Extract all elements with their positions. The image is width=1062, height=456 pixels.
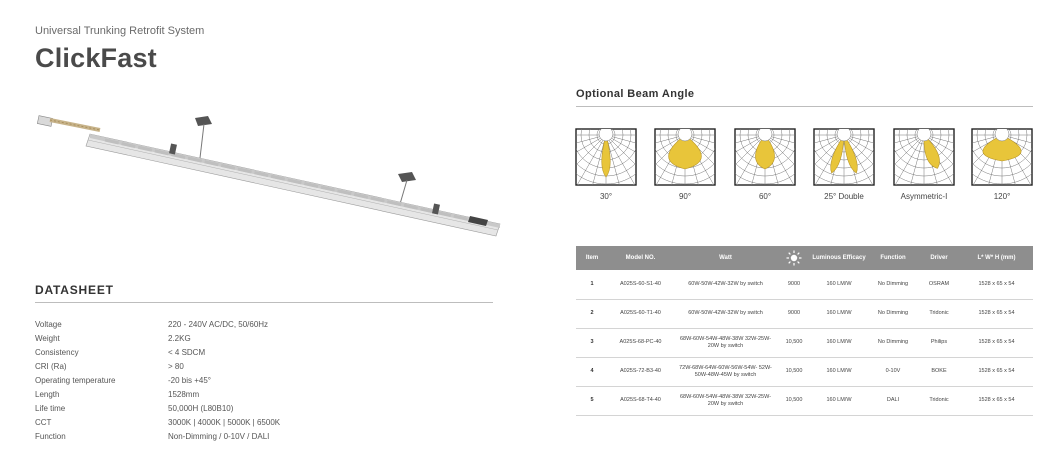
col-header-dims: L* W* H (mm)	[960, 246, 1033, 270]
beam-label: 30°	[599, 192, 613, 201]
datasheet-row-voltage	[35, 317, 475, 331]
datasheet-value: -20 bis +45°	[168, 375, 212, 385]
beam-90-diagram-icon	[654, 128, 716, 186]
datasheet-value: 3000K | 4000K | 5000K | 6500K	[168, 417, 281, 427]
table-row	[576, 328, 1033, 357]
cell-watt: 68W-60W-54W-48W-38W 32W-25W-20W by switch	[673, 386, 778, 415]
cell-model: A025S-68-PC-40	[608, 328, 673, 357]
datasheet-value: 220 - 240V AC/DC, 50/60Hz	[168, 319, 269, 329]
beam-120-diagram-icon	[971, 128, 1033, 186]
cell-lumen: 9000	[778, 270, 810, 299]
beam-option-25-double	[812, 128, 876, 201]
cell-item: 5	[576, 386, 608, 415]
cell-item: 4	[576, 357, 608, 386]
datasheet-value: 1528mm	[168, 389, 200, 399]
col-header-model: Model NO.	[608, 246, 673, 270]
cell-efficacy: 160 LM/W	[810, 386, 868, 415]
datasheet-row-length	[35, 387, 475, 401]
cell-function: No Dimming	[868, 328, 918, 357]
cell-model: A025S-72-B3-40	[608, 357, 673, 386]
beam-label: 25° Double	[824, 192, 864, 201]
beam-30-diagram-icon	[575, 128, 637, 186]
beam-asymmetric-diagram-icon	[893, 128, 955, 186]
datasheet-divider	[35, 302, 493, 303]
cell-efficacy: 160 LM/W	[810, 328, 868, 357]
datasheet-row-function	[35, 429, 475, 443]
cell-watt: 68W-60W-54W-48W-38W 32W-25W-20W by switch	[673, 328, 778, 357]
cell-dims: 1528 x 65 x 54	[960, 270, 1033, 299]
beam-25-double-diagram-icon	[813, 128, 875, 186]
col-header-driver: Driver	[918, 246, 960, 270]
cell-efficacy: 160 LM/W	[810, 270, 868, 299]
beam-option-asymmetric	[892, 128, 956, 201]
datasheet-value: 2.2KG	[168, 333, 191, 343]
col-header-efficacy: Luminous Efficacy	[810, 246, 868, 270]
datasheet-table	[35, 317, 475, 443]
datasheet-row-cri	[35, 359, 475, 373]
cell-dims: 1528 x 65 x 54	[960, 386, 1033, 415]
datasheet-label: Operating temperature	[35, 375, 116, 385]
cell-item: 2	[576, 299, 608, 328]
cell-driver: Tridonic	[918, 299, 960, 328]
cell-watt: 72W-68W-64W-60W-56W-54W- 52W-50W-48W-45W by switch	[673, 357, 778, 386]
table-row	[576, 357, 1033, 386]
cell-driver: BOKE	[918, 357, 960, 386]
cell-efficacy: 160 LM/W	[810, 299, 868, 328]
cell-lumen: 10,500	[778, 328, 810, 357]
cell-model: A025S-68-T4-40	[608, 386, 673, 415]
datasheet-label: Consistency	[35, 347, 79, 357]
cell-driver: OSRAM	[918, 270, 960, 299]
datasheet-label: CCT	[35, 417, 52, 427]
cell-lumen: 10,500	[778, 357, 810, 386]
cell-driver: Tridonic	[918, 386, 960, 415]
datasheet-value: 50,000H (L80B10)	[168, 403, 234, 413]
datasheet-label: Function	[35, 431, 66, 441]
product-subtitle: Universal Trunking Retrofit System	[35, 25, 205, 37]
datasheet-label: Weight	[35, 333, 60, 343]
col-header-function: Function	[868, 246, 918, 270]
datasheet-value: Non-Dimming / 0-10V / DALI	[168, 431, 270, 441]
beam-option-30	[574, 128, 638, 201]
cell-dims: 1528 x 65 x 54	[960, 328, 1033, 357]
cell-efficacy: 160 LM/W	[810, 357, 868, 386]
cell-function: DALI	[868, 386, 918, 415]
beam-label: 60°	[758, 192, 772, 201]
datasheet-row-weight	[35, 331, 475, 345]
col-header-watt: Watt	[673, 246, 778, 270]
cell-dims: 1528 x 65 x 54	[960, 299, 1033, 328]
beam-angle-divider	[576, 106, 1033, 107]
table-row	[576, 270, 1033, 299]
beam-60-diagram-icon	[734, 128, 796, 186]
datasheet-row-consistency	[35, 345, 475, 359]
cell-lumen: 10,500	[778, 386, 810, 415]
datasheet-value: < 4 SDCM	[168, 347, 206, 357]
cell-function: 0-10V	[868, 357, 918, 386]
datasheet-label: Length	[35, 389, 60, 399]
cell-function: No Dimming	[868, 299, 918, 328]
cell-item: 1	[576, 270, 608, 299]
cell-dims: 1528 x 65 x 54	[960, 357, 1033, 386]
col-header-item: Item	[576, 246, 608, 270]
product-title: ClickFast	[35, 43, 157, 73]
datasheet-label: Voltage	[35, 319, 62, 329]
datasheet-row-operating-temperature	[35, 373, 475, 387]
product-luminaire-image	[30, 100, 510, 250]
beam-option-90	[653, 128, 717, 201]
cell-lumen: 9000	[778, 299, 810, 328]
col-header-lumen	[778, 246, 810, 270]
cell-watt: 60W-50W-42W-32W by switch	[673, 270, 778, 299]
beam-label: 90°	[678, 192, 692, 201]
datasheet-label: Life time	[35, 403, 66, 413]
cell-driver: Philips	[918, 328, 960, 357]
cell-watt: 60W-50W-42W-32W by switch	[673, 299, 778, 328]
table-row	[576, 386, 1033, 415]
spec-header-row	[576, 246, 1033, 270]
datasheet-heading: DATASHEET	[35, 283, 114, 297]
beam-option-60	[733, 128, 797, 201]
beam-option-120	[970, 128, 1034, 201]
spec-table	[576, 246, 1033, 416]
table-row	[576, 299, 1033, 328]
cell-model: A025S-60-T1-40	[608, 299, 673, 328]
cell-model: A025S-60-S1-40	[608, 270, 673, 299]
lumen-sun-icon	[786, 250, 802, 266]
datasheet-row-cct	[35, 415, 475, 429]
cell-function: No Dimming	[868, 270, 918, 299]
beam-label: Asymmetric-I	[900, 192, 948, 201]
cell-item: 3	[576, 328, 608, 357]
datasheet-label: CRI (Ra)	[35, 361, 67, 371]
beam-angle-heading: Optional Beam Angle	[576, 88, 695, 100]
beam-label: 120°	[993, 192, 1011, 201]
datasheet-row-life-time	[35, 401, 475, 415]
datasheet-value: > 80	[168, 361, 184, 371]
